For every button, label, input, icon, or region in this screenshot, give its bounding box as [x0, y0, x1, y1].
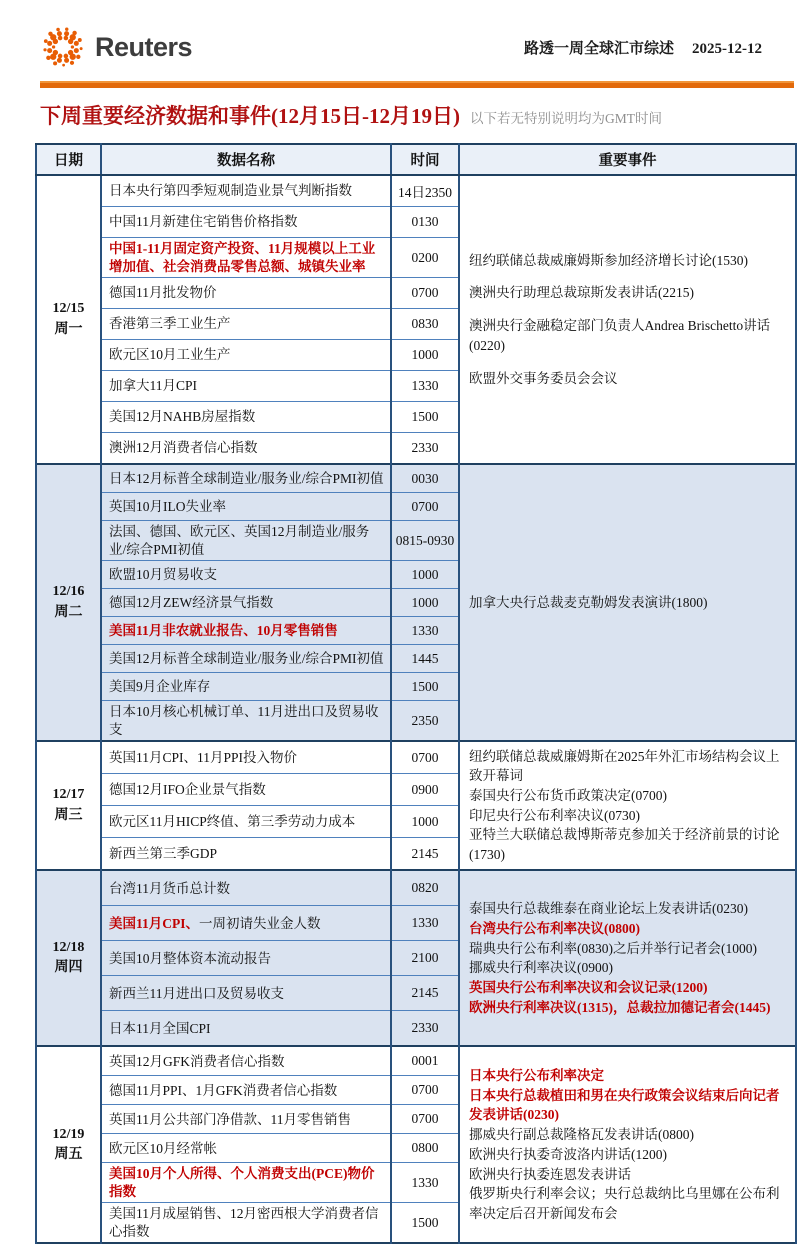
- data-name-text: 中国11月新建住宅销售价格指数: [109, 214, 298, 230]
- data-name-text: 欧元区11月HICP终值、第三季劳动力成本: [109, 814, 356, 829]
- table-header-row: [36, 144, 796, 175]
- data-name-cell: [101, 207, 391, 238]
- time-cell: 2330: [391, 1011, 459, 1047]
- time-cell: 14日2350: [391, 175, 459, 207]
- date-cell: [36, 464, 101, 741]
- events-cell: [459, 464, 796, 741]
- report-meta: [524, 37, 762, 58]
- time-cell: 1500: [391, 673, 459, 701]
- data-name-cell: [101, 589, 391, 617]
- data-name-text: 欧盟10月贸易收支: [109, 566, 217, 582]
- data-name-cell: [101, 1203, 391, 1244]
- time-cell: 1500: [391, 402, 459, 433]
- event-item: 俄罗斯央行利率会议；央行总裁纳比乌里娜在公布利率决定后召开新闻发布会: [469, 1186, 780, 1221]
- events-cell: [459, 1046, 796, 1243]
- data-name-cell: [101, 493, 391, 521]
- event-item: 欧洲央行利率决议(1315)，总裁拉加德记者会(1445): [469, 999, 771, 1015]
- time-cell: 1000: [391, 340, 459, 371]
- weekday-label: 周五: [54, 1146, 83, 1162]
- date-label: 12/15: [52, 301, 85, 317]
- time-cell: 0001: [391, 1046, 459, 1076]
- event-item: 加拿大央行总裁麦克勒姆发表演讲(1800): [469, 594, 708, 610]
- time-cell: 2100: [391, 941, 459, 976]
- date-cell: [36, 1046, 101, 1243]
- data-name-text: 日本10月核心机械订单、11月进出口及贸易收支: [109, 704, 379, 737]
- table-row: [36, 175, 796, 207]
- time-cell: 0700: [391, 741, 459, 774]
- data-name-cell: [101, 701, 391, 742]
- table-row: [36, 870, 796, 906]
- event-item: 泰国央行公布货币政策决定(0700): [469, 788, 667, 804]
- data-name-cell: [101, 976, 391, 1011]
- data-name-text: 德国11月PPI、1月GFK消费者信心指数: [109, 1082, 338, 1098]
- column-header-name: 数据名称: [101, 144, 391, 175]
- page-title: 下周重要经济数据和事件(12月15日-12月19日): [40, 104, 460, 128]
- data-name-cell: [101, 340, 391, 371]
- data-name-text: 英国10月ILO失业率: [109, 498, 226, 514]
- event-item: 欧洲央行执委连恩发表讲话: [469, 1166, 631, 1182]
- data-name-text: 法国、德国、欧元区、英国12月制造业/服务业/综合PMI初值: [109, 524, 370, 557]
- data-name-text: 美国11月成屋销售、12月密西根大学消费者信心指数: [109, 1206, 379, 1239]
- data-name-text: 英国12月GFK消费者信心指数: [109, 1053, 285, 1069]
- data-name-cell: [101, 278, 391, 309]
- data-name-cell: [101, 774, 391, 806]
- time-cell: 0820: [391, 870, 459, 906]
- data-name-text: 香港第三季工业生产: [109, 316, 231, 332]
- date-cell: [36, 870, 101, 1046]
- date-label: 12/17: [52, 787, 85, 803]
- time-cell: 0700: [391, 278, 459, 309]
- events-cell: [459, 870, 796, 1046]
- column-header-time: 时间: [391, 144, 459, 175]
- time-cell: 0830: [391, 309, 459, 340]
- data-name-cell: [101, 238, 391, 278]
- event-item: 欧盟外交事务委员会会议: [469, 370, 618, 386]
- event-item: 日本央行公布利率决定: [469, 1068, 604, 1084]
- data-name-text: 日本12月标普全球制造业/服务业/综合PMI初值: [109, 470, 384, 486]
- data-name-text: 欧元区10月经常帐: [109, 1140, 217, 1156]
- data-name-cell: [101, 870, 391, 906]
- data-name-text: 英国11月CPI、11月PPI投入物价: [109, 750, 298, 765]
- data-name-cell: [101, 806, 391, 838]
- data-name-text: 中国1-11月固定资产投资、11月规模以上工业增加值、社会消费品零售总额、城镇失业率: [109, 241, 376, 274]
- time-cell: 1445: [391, 645, 459, 673]
- data-name-text: 德国11月批发物价: [109, 285, 217, 301]
- event-item: 瑞典央行公布利率(0830)之后并举行记者会(1000): [469, 940, 757, 956]
- data-name-cell: [101, 941, 391, 976]
- data-name-cell: [101, 175, 391, 207]
- time-cell: 1330: [391, 371, 459, 402]
- date-cell: [36, 741, 101, 870]
- time-cell: 0815-0930: [391, 521, 459, 561]
- event-item: 亚特兰大联储总裁博斯蒂克参加关于经济前景的讨论(1730): [469, 827, 780, 863]
- time-cell: 0700: [391, 493, 459, 521]
- data-name-text: 美国12月NAHB房屋指数: [109, 409, 256, 425]
- data-name-text: 日本11月全国CPI: [109, 1020, 211, 1036]
- orange-divider: [40, 81, 794, 88]
- date-label: 12/19: [52, 1126, 85, 1142]
- document-header: [0, 0, 800, 70]
- event-item: 泰国央行总裁维泰在商业论坛上发表讲话(0230): [469, 901, 748, 917]
- event-item: 纽约联储总裁威廉姆斯参加经济增长讨论(1530): [469, 252, 748, 268]
- date-cell: [36, 175, 101, 464]
- data-name-text: 英国11月公共部门净借款、11月零售销售: [109, 1111, 351, 1127]
- data-name-cell: [101, 617, 391, 645]
- data-name-cell: [101, 1105, 391, 1134]
- data-name-cell: [101, 371, 391, 402]
- economic-calendar-table: [35, 143, 797, 1244]
- time-cell: 0700: [391, 1076, 459, 1105]
- data-name-cell: [101, 309, 391, 340]
- title-row: [40, 100, 800, 130]
- time-cell: 0200: [391, 238, 459, 278]
- data-name-cell: [101, 402, 391, 433]
- event-item: 英国央行公布利率决议和会议记录(1200): [469, 979, 708, 995]
- time-cell: 1330: [391, 906, 459, 941]
- event-item: 澳洲央行金融稳定部门负责人Andrea Brischetto讲话(0220): [469, 318, 771, 353]
- data-name-text: 德国12月IFO企业景气指数: [109, 782, 266, 797]
- time-cell: 1500: [391, 1203, 459, 1244]
- time-cell: 1330: [391, 1163, 459, 1203]
- data-name-text: 欧元区10月工业生产: [109, 347, 231, 363]
- data-name-cell: [101, 433, 391, 465]
- date-label: 12/18: [52, 939, 85, 955]
- gmt-note: 以下若无特别说明均为GMT时间: [469, 111, 662, 126]
- data-name-cell: [101, 1011, 391, 1047]
- brand-text: Reuters: [95, 31, 193, 62]
- data-name-text: 美国10月个人所得、个人消费支出(PCE)物价指数: [109, 1166, 375, 1199]
- data-name-cell: [101, 906, 391, 941]
- event-item: 台湾央行公布利率决议(0800): [469, 920, 640, 936]
- data-name-cell: [101, 1163, 391, 1203]
- time-cell: 2145: [391, 838, 459, 871]
- column-header-events: 重要事件: [459, 144, 796, 175]
- event-item: 纽约联储总裁威廉姆斯在2025年外汇市场结构会议上致开幕词: [469, 748, 780, 784]
- event-item: 印尼央行公布利率决议(0730): [469, 807, 640, 823]
- time-cell: 0800: [391, 1134, 459, 1163]
- time-cell: 1000: [391, 561, 459, 589]
- time-cell: 0030: [391, 464, 459, 493]
- data-name-cell: [101, 673, 391, 701]
- data-name-text: 美国12月标普全球制造业/服务业/综合PMI初值: [109, 650, 384, 666]
- events-cell: [459, 741, 796, 870]
- reuters-logo-icon: [40, 24, 86, 70]
- data-name-text: 美国11月CPI、: [109, 915, 200, 931]
- data-name-text: 新西兰第三季GDP: [109, 846, 218, 861]
- event-item: 澳洲央行助理总裁琼斯发表讲话(2215): [469, 285, 694, 301]
- time-cell: 2330: [391, 433, 459, 465]
- data-name-cell: [101, 561, 391, 589]
- weekday-label: 周四: [54, 960, 83, 976]
- event-item: 挪威央行副总裁隆格瓦发表讲话(0800): [469, 1127, 694, 1143]
- time-cell: 0700: [391, 1105, 459, 1134]
- table-row: [36, 464, 796, 493]
- report-title: 路透一周全球汇市综述: [523, 40, 674, 57]
- time-cell: 0130: [391, 207, 459, 238]
- date-label: 12/16: [52, 584, 85, 600]
- data-name-cell: [101, 741, 391, 774]
- data-name-cell: [101, 1076, 391, 1105]
- data-name-text: 一周初请失业金人数: [199, 915, 321, 931]
- data-name-cell: [101, 838, 391, 871]
- data-name-text: 台湾11月货币总计数: [109, 880, 230, 896]
- data-name-text: 日本央行第四季短观制造业景气判断指数: [109, 183, 352, 199]
- time-cell: 1000: [391, 806, 459, 838]
- data-name-text: 新西兰11月进出口及贸易收支: [109, 985, 284, 1001]
- time-cell: 2350: [391, 701, 459, 742]
- column-header-date: 日期: [36, 144, 101, 175]
- time-cell: 1000: [391, 589, 459, 617]
- time-cell: 2145: [391, 976, 459, 1011]
- event-item: 日本央行总裁植田和男在央行政策会议结束后向记者发表讲话(0230): [469, 1087, 780, 1123]
- time-cell: 0900: [391, 774, 459, 806]
- time-cell: 1330: [391, 617, 459, 645]
- weekday-label: 周二: [54, 604, 83, 620]
- table-row: [36, 741, 796, 774]
- data-name-cell: [101, 645, 391, 673]
- weekday-label: 周一: [54, 321, 83, 337]
- data-name-text: 德国12月ZEW经济景气指数: [109, 594, 274, 610]
- data-name-cell: [101, 464, 391, 493]
- weekday-label: 周三: [54, 807, 83, 823]
- data-name-text: 美国11月非农就业报告、10月零售销售: [109, 622, 338, 638]
- data-name-text: 美国10月整体资本流动报告: [109, 950, 271, 966]
- events-cell: [459, 175, 796, 464]
- data-name-text: 美国9月企业库存: [109, 678, 211, 694]
- event-item: 欧洲央行执委奇波洛内讲话(1200): [469, 1146, 667, 1162]
- data-name-text: 加拿大11月CPI: [109, 378, 198, 394]
- reuters-brand: [40, 24, 192, 70]
- data-name-text: 澳洲12月消费者信心指数: [109, 440, 258, 456]
- event-item: 挪威央行利率决议(0900): [469, 960, 613, 976]
- data-name-cell: [101, 1134, 391, 1163]
- report-date: 2025-12-12: [692, 40, 762, 57]
- data-name-cell: [101, 521, 391, 561]
